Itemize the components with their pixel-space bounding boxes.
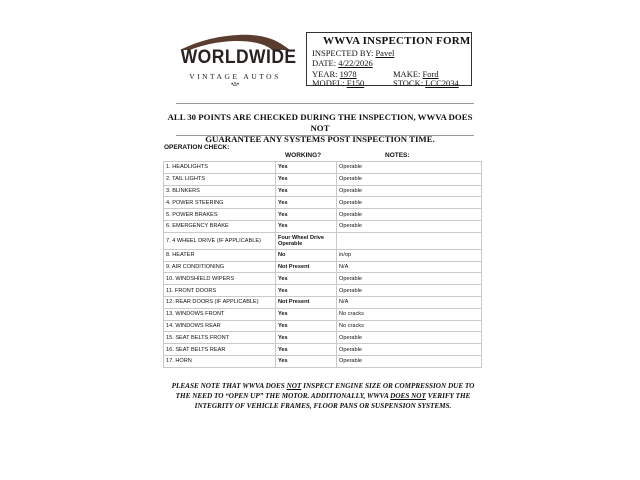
working-status: Yes <box>276 209 337 221</box>
working-status: No <box>276 249 337 261</box>
logo-wordmark: WORLDWIDE <box>180 47 297 68</box>
inspected-by-field <box>312 48 394 58</box>
check-item: 11. FRONT DOORS <box>164 285 276 297</box>
disclaimer-text: INSPECT ENGINE SIZE OR COMPRESSION DUE TO <box>301 382 475 390</box>
working-column-header: WORKING? <box>285 152 322 159</box>
inspected-by-label: INSPECTED BY: <box>312 48 376 58</box>
divider-top <box>176 103 474 104</box>
headline-line-2: GUARANTEE ANY SYSTEMS POST INSPECTION TIME. <box>205 134 435 144</box>
headline-notice <box>166 112 474 145</box>
table-row <box>164 355 482 367</box>
check-item: 12. REAR DOORS (IF APPLICABLE) <box>164 296 276 308</box>
working-status: Yes <box>276 285 337 297</box>
table-row <box>164 261 482 273</box>
disclaimer-line-2 <box>158 391 488 401</box>
notes-cell: No cracks <box>337 320 482 332</box>
notes-column-header: NOTES: <box>385 152 410 159</box>
table-row <box>164 320 482 332</box>
working-status: Not Present <box>276 296 337 308</box>
date-field <box>312 58 373 68</box>
make-value: Ford <box>422 69 439 79</box>
operation-check-label: OPERATION CHECK: <box>164 144 230 151</box>
inspection-form-header <box>306 32 472 86</box>
working-status: Yes <box>276 173 337 185</box>
working-status: Yes <box>276 162 337 174</box>
notes-cell: in/op <box>337 249 482 261</box>
working-status: Yes <box>276 220 337 232</box>
notes-cell: No cracks <box>337 308 482 320</box>
check-item: 15. SEAT BELTS FRONT <box>164 332 276 344</box>
notes-cell: Operable <box>337 344 482 356</box>
notes-cell: Operable <box>337 220 482 232</box>
table-row <box>164 344 482 356</box>
notes-cell: Operable <box>337 332 482 344</box>
table-row <box>164 173 482 185</box>
table-row <box>164 185 482 197</box>
divider-bottom <box>176 135 474 136</box>
logo-tagline: VINTAGE AUTOS <box>189 72 281 81</box>
inspected-by-value: Pavel <box>375 48 395 58</box>
check-item: 14. WINDOWS REAR <box>164 320 276 332</box>
check-item: 1. HEADLIGHTS <box>164 162 276 174</box>
check-item: 5. POWER BRAKES <box>164 209 276 221</box>
make-label: MAKE: <box>393 69 423 79</box>
table-row <box>164 273 482 285</box>
check-item: 6. EMERGENCY BRAKE <box>164 220 276 232</box>
notes-cell: Operable <box>337 209 482 221</box>
table-row <box>164 249 482 261</box>
check-item: 4. POWER STEERING <box>164 197 276 209</box>
date-label: DATE: <box>312 58 339 68</box>
notes-cell: Operable <box>337 197 482 209</box>
worldwide-vintage-autos-logo <box>176 32 297 92</box>
table-row <box>164 296 482 308</box>
check-item: 7. 4 WHEEL DRIVE (IF APPLICABLE) <box>164 232 276 249</box>
disclaimer-text: VERIFY THE <box>425 392 471 400</box>
working-status: Yes <box>276 273 337 285</box>
notes-cell <box>337 232 482 249</box>
table-row <box>164 162 482 174</box>
check-item: 3. BLINKERS <box>164 185 276 197</box>
disclaimer-line-1 <box>158 381 488 391</box>
notes-cell: Operable <box>337 162 482 174</box>
headline-line-1: ALL 30 POINTS ARE CHECKED DURING THE INSPECTION, WWVA DOES NOT <box>167 112 473 133</box>
model-field <box>312 78 364 88</box>
check-item: 13. WINDOWS FRONT <box>164 308 276 320</box>
year-label: YEAR: <box>312 69 340 79</box>
date-value: 4/22/2026 <box>338 58 373 68</box>
operation-check-table <box>163 161 482 368</box>
table-row <box>164 232 482 249</box>
form-title: WWVA INSPECTION FORM <box>323 35 471 47</box>
table-row <box>164 285 482 297</box>
disclaimer-text: THE NEED TO “OPEN UP” THE MOTOR. ADDITIONALLY, WWVA <box>175 392 391 400</box>
working-status: Four Wheel Drive Operable <box>276 232 337 249</box>
working-status: Yes <box>276 332 337 344</box>
disclaimer-emphasis: NOT <box>286 382 302 390</box>
working-status: Yes <box>276 344 337 356</box>
table-row <box>164 197 482 209</box>
disclaimer-notice <box>158 381 488 411</box>
notes-cell: N/A <box>337 261 482 273</box>
check-item: 8. HEATER <box>164 249 276 261</box>
disclaimer-text: PLEASE NOTE THAT WWVA DOES <box>171 382 287 390</box>
check-item: 17. HORN <box>164 355 276 367</box>
disclaimer-line-3: INTEGRITY OF VEHICLE FRAMES, FLOOR PANS OR SUSPENSION SYSTEMS. <box>194 402 452 410</box>
working-status: Yes <box>276 320 337 332</box>
working-status: Yes <box>276 308 337 320</box>
working-status: Yes <box>276 355 337 367</box>
stock-value: LCC2034 <box>425 78 459 88</box>
check-item: 9. AIR CONDITIONING <box>164 261 276 273</box>
table-row <box>164 220 482 232</box>
stock-field <box>393 78 459 88</box>
logo-ornament-icon: •∆• <box>231 82 239 88</box>
notes-cell: Operable <box>337 173 482 185</box>
notes-cell: Operable <box>337 355 482 367</box>
table-row <box>164 308 482 320</box>
working-status: Not Present <box>276 261 337 273</box>
table-row <box>164 209 482 221</box>
notes-cell: Operable <box>337 285 482 297</box>
notes-cell: Operable <box>337 185 482 197</box>
model-value: F150 <box>346 78 365 88</box>
table-row <box>164 332 482 344</box>
model-label: MODEL: <box>312 78 347 88</box>
notes-cell: N/A <box>337 296 482 308</box>
check-item: 10. WINDSHIELD WIPERS <box>164 273 276 285</box>
working-status: Yes <box>276 197 337 209</box>
check-item: 16. SEAT BELTS REAR <box>164 344 276 356</box>
notes-cell: Operable <box>337 273 482 285</box>
check-item: 2. TAIL LIGHTS <box>164 173 276 185</box>
disclaimer-emphasis: DOES NOT <box>390 392 426 400</box>
year-value: 1978 <box>339 69 357 79</box>
stock-label: STOCK: <box>393 78 426 88</box>
working-status: Yes <box>276 185 337 197</box>
